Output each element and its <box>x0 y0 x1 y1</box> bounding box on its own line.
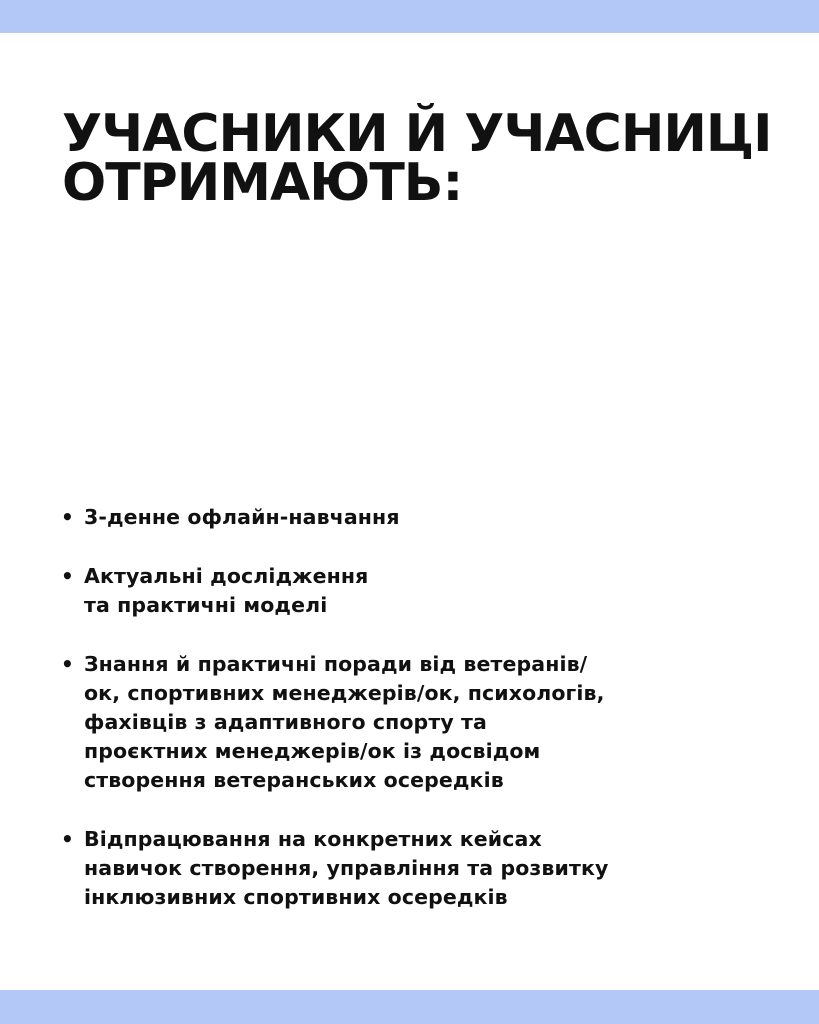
list-item-text: створення ветеранських осередків <box>84 768 504 792</box>
list-item-text: Відпрацювання на конкретних кейсах <box>84 827 542 851</box>
list-item-text: Знання й практичні поради від ветеранів/ <box>84 652 588 676</box>
list-item <box>58 562 778 620</box>
list-item-text: інклюзивних спортивних осередків <box>84 885 508 909</box>
list-item-text: проєктних менеджерів/ок із досвідом <box>84 739 541 763</box>
bottom-accent-band <box>0 990 819 1024</box>
page-title-line-2: ОТРИМАЮТЬ: <box>62 153 463 213</box>
list-item-text: фахівців з адаптивного спорту та <box>84 710 487 734</box>
list-item <box>58 650 778 795</box>
list-item-text: 3-денне офлайн-навчання <box>84 505 400 529</box>
list-item-text: Актуальні дослідження <box>84 564 369 588</box>
bullet-icon: • <box>61 652 74 676</box>
page-title-line-1: УЧАСНИКИ Й УЧАСНИЦІ <box>62 104 772 164</box>
list-item-text: та практичні моделі <box>84 593 328 617</box>
list-item-text: ок, спортивних менеджерів/ок, психологів, <box>84 681 605 705</box>
bullet-icon: • <box>61 564 74 588</box>
benefits-list <box>58 503 778 942</box>
list-item <box>58 825 778 912</box>
list-item <box>58 503 778 532</box>
list-item-text: навичок створення, управління та розвитку <box>84 856 609 880</box>
bullet-icon: • <box>61 827 74 851</box>
page-title <box>62 104 802 213</box>
bullet-icon: • <box>61 505 74 529</box>
top-accent-band <box>0 0 819 33</box>
